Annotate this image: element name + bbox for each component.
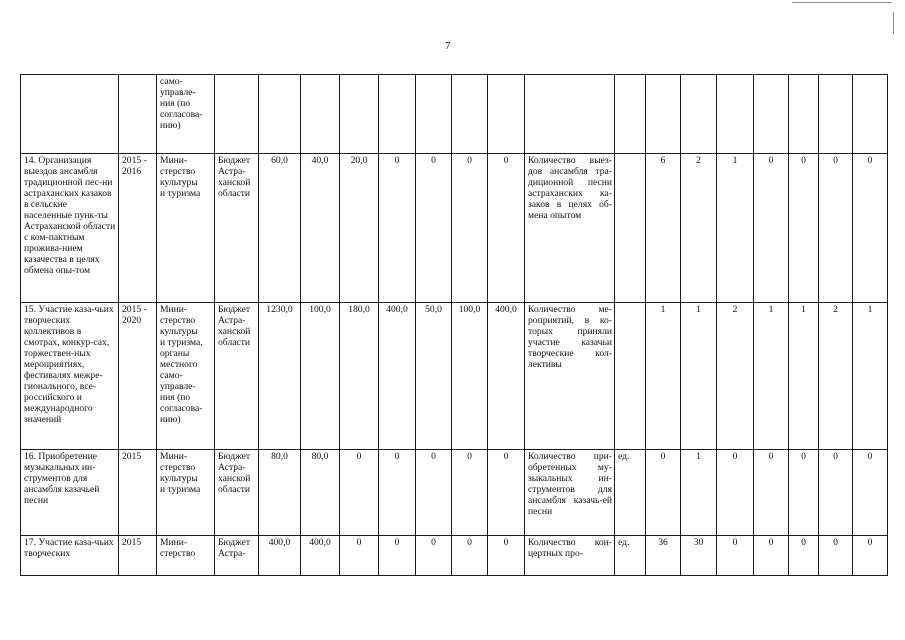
table-cell — [157, 450, 215, 536]
table-cell — [615, 536, 646, 576]
table-cell — [754, 303, 789, 450]
table-cell — [681, 450, 717, 536]
table-row — [21, 450, 888, 536]
table-cell — [646, 303, 681, 450]
table-cell — [452, 303, 488, 450]
table-cell-text: 2015 — [122, 451, 142, 462]
table-cell-text: ед. — [618, 451, 630, 462]
table-cell-text: 0 — [732, 537, 738, 548]
table-cell-text: 0 — [394, 451, 400, 462]
table-cell-text: 1230,0 — [266, 304, 293, 315]
table-cell — [789, 536, 819, 576]
table-cell-text: 0 — [833, 451, 838, 462]
table-cell — [379, 536, 416, 576]
table-cell — [157, 154, 215, 303]
table-cell — [21, 303, 119, 450]
table-cell — [301, 450, 340, 536]
table-cell-text: 400,0 — [268, 537, 291, 548]
table-cell-text: 80,0 — [311, 451, 329, 462]
table-cell — [754, 536, 789, 576]
table-cell — [452, 154, 488, 303]
table-cell — [488, 75, 525, 154]
table-cell — [525, 536, 615, 576]
table-cell — [157, 536, 215, 576]
table-row — [21, 303, 888, 450]
table-cell — [789, 450, 819, 536]
table-cell-text: 0 — [431, 537, 436, 548]
table-cell — [853, 154, 888, 303]
table-cell — [340, 75, 379, 154]
table-cell-text: 0 — [467, 451, 472, 462]
table-cell — [21, 536, 119, 576]
table-cell — [215, 154, 259, 303]
table-cell-text: Количество выез-дов ансамбля тра-диционной песни астраханских ка-заков в целях об-мена опытом — [528, 155, 612, 221]
table-cell — [215, 303, 259, 450]
table-cell — [754, 450, 789, 536]
table-cell — [21, 75, 119, 154]
table-cell — [416, 154, 452, 303]
table-cell — [119, 536, 157, 576]
table-cell — [615, 75, 646, 154]
table-cell — [681, 154, 717, 303]
table-cell — [379, 450, 416, 536]
table-cell-text: 0 — [768, 155, 774, 166]
table-cell — [525, 450, 615, 536]
table-cell — [853, 303, 888, 450]
table-cell — [789, 75, 819, 154]
table-cell — [379, 154, 416, 303]
table-cell-text: 80,0 — [271, 451, 288, 462]
table-cell — [819, 75, 853, 154]
table-cell — [259, 536, 301, 576]
table-cell — [215, 75, 259, 154]
table-cell-text: 1 — [660, 304, 666, 315]
table-cell-text: 1 — [696, 451, 701, 462]
table-cell-text: 2015 - 2016 — [122, 155, 147, 177]
table-cell-text: 0 — [660, 451, 666, 462]
table-cell-text: 2 — [833, 304, 838, 315]
table-cell — [452, 536, 488, 576]
table-cell — [301, 303, 340, 450]
table-cell-text: 0 — [801, 537, 806, 548]
table-cell — [301, 536, 340, 576]
table-cell — [754, 75, 789, 154]
table-cell — [819, 450, 853, 536]
table-cell — [259, 75, 301, 154]
table-cell-text: 0 — [768, 451, 774, 462]
table-cell-text: 400,0 — [386, 304, 408, 315]
table-cell-text: 40,0 — [311, 155, 329, 166]
table-cell — [525, 154, 615, 303]
table-cell — [452, 450, 488, 536]
table-cell — [717, 154, 754, 303]
table-cell-text: Бюджет Астра- ханской области — [218, 155, 251, 199]
table-cell-text: Количество кон-цертных про- — [528, 537, 612, 559]
table-cell — [340, 303, 379, 450]
table-cell — [259, 154, 301, 303]
table-cell-text: 0 — [356, 537, 362, 548]
scan-artifact-top-line — [792, 2, 892, 3]
table-cell — [21, 154, 119, 303]
table-cell — [157, 75, 215, 154]
table-cell-text: 2015 — [122, 537, 142, 548]
table-cell — [21, 450, 119, 536]
table-cell-text: 1 — [867, 304, 873, 315]
table-cell — [215, 536, 259, 576]
table-cell-text: 50,0 — [425, 304, 442, 315]
table-cell — [416, 75, 452, 154]
table-cell-text: 0 — [356, 451, 362, 462]
table-cell-text: 0 — [394, 537, 400, 548]
table-cell-text: 0 — [503, 451, 509, 462]
table-cell — [452, 75, 488, 154]
table-cell-text: Мини- стерство — [160, 537, 196, 559]
table-cell — [681, 536, 717, 576]
table-cell-text: 14. Организация выездов ансамбля традиционной пес-ни астраханских казаков в сельские населенные пунк-ты Астраханской области с ком-пактным прожива-нием казачества в целях обмена опы-том — [24, 155, 116, 276]
table-cell-text: Бюджет Астра- ханской области — [218, 304, 251, 348]
table-cell — [615, 154, 646, 303]
table-cell-text: 2 — [696, 155, 701, 166]
table-row — [21, 536, 888, 576]
table-cell — [119, 303, 157, 450]
page-number: 7 — [445, 40, 451, 52]
table-cell — [119, 75, 157, 154]
table-cell — [789, 154, 819, 303]
table-cell — [488, 154, 525, 303]
table-cell — [416, 536, 452, 576]
table-cell-text: само- управле- ния (по согласова- нию) — [160, 76, 203, 131]
table-cell — [853, 75, 888, 154]
table-cell-text: Мини- стерство культуры и туризма — [160, 451, 201, 495]
table-cell — [789, 303, 819, 450]
table-cell-text: 400,0 — [309, 537, 331, 548]
table-cell-text: 0 — [867, 155, 873, 166]
table-cell — [646, 450, 681, 536]
table-cell — [119, 154, 157, 303]
table-cell-text: 0 — [801, 155, 806, 166]
table-cell-text: 36 — [658, 537, 668, 548]
table-cell — [340, 536, 379, 576]
table-cell-text: 15. Участие каза-чьих творческих коллективов в смотрах, конкур-сах, торжествен-ных мероприятиях, фестивалях межре-гионального, все-российского и международного значений — [24, 304, 114, 425]
table-cell-text: 0 — [503, 537, 509, 548]
table-cell-text: 0 — [867, 537, 873, 548]
table-cell-text: 60,0 — [271, 155, 288, 166]
table-cell — [301, 154, 340, 303]
table-cell — [215, 450, 259, 536]
table-cell-text: 1 — [696, 304, 701, 315]
table-cell — [615, 303, 646, 450]
table-row — [21, 75, 888, 154]
table-cell-text: 0 — [833, 155, 838, 166]
table-cell — [646, 154, 681, 303]
table-cell — [681, 303, 717, 450]
table-cell — [717, 450, 754, 536]
table-cell-text: 0 — [394, 155, 400, 166]
table-cell — [416, 450, 452, 536]
table-cell-text: 0 — [503, 155, 509, 166]
table-cell-text: 16. Приобретение музыкальных ин-струментов для ансамбля казачьей песни — [24, 451, 100, 506]
table-cell-text: 2 — [732, 304, 738, 315]
table-cell-text: 100,0 — [458, 304, 481, 315]
table-cell — [488, 450, 525, 536]
table-cell — [340, 154, 379, 303]
table-cell — [717, 536, 754, 576]
table-cell-text: 2015 - 2020 — [122, 304, 147, 326]
table-cell — [301, 75, 340, 154]
table-cell — [488, 303, 525, 450]
table-cell-text: 0 — [431, 155, 436, 166]
table-cell-text: ед. — [618, 537, 630, 548]
table-cell-text: 1 — [732, 155, 738, 166]
table-cell-text: 17. Участие каза-чьих творческих — [24, 537, 114, 559]
table-cell — [615, 450, 646, 536]
table-cell-text: 400,0 — [495, 304, 517, 315]
table-cell-text: 30 — [693, 537, 704, 548]
program-measures-table — [20, 74, 888, 576]
table-cell — [379, 75, 416, 154]
table-row — [21, 154, 888, 303]
table-cell-text: 6 — [660, 155, 666, 166]
table-cell-text: 180,0 — [348, 304, 370, 315]
table-cell — [754, 154, 789, 303]
table-cell-text: Бюджет Астра- ханской области — [218, 451, 251, 495]
table-cell — [853, 536, 888, 576]
table-cell-text: 0 — [467, 537, 472, 548]
table-cell — [853, 450, 888, 536]
table-cell — [259, 303, 301, 450]
table-cell-text: 0 — [833, 537, 838, 548]
table-cell — [717, 303, 754, 450]
table-cell-text: Количество при-обретенных му-зыкальных ин-струментов для ансамбля казачь-ей песни — [528, 451, 612, 517]
table-cell-text: Мини- стерство культуры и туризма — [160, 155, 201, 199]
table-cell — [416, 303, 452, 450]
table-cell-text: 100,0 — [309, 304, 331, 315]
table-cell — [646, 75, 681, 154]
table-cell-text: Количество ме-роприятий, в ко-торых приняли участие казачьи творческие кол-лективы — [528, 304, 612, 370]
table-cell-text: 0 — [467, 155, 472, 166]
table-cell-text: Мини- стерство культуры и туризма, органы местного само- управле- ния (по согласова- нию) — [160, 304, 203, 425]
table-cell — [717, 75, 754, 154]
table-cell — [259, 450, 301, 536]
table-cell — [379, 303, 416, 450]
table-cell — [646, 536, 681, 576]
table-cell-text: 0 — [801, 451, 806, 462]
table-cell — [819, 536, 853, 576]
table-cell-text: 0 — [431, 451, 436, 462]
table-cell-text: 20,0 — [350, 155, 368, 166]
table-cell-text: 0 — [732, 451, 738, 462]
table-cell-text: 0 — [867, 451, 873, 462]
table-cell-text: 1 — [801, 304, 806, 315]
table-cell — [488, 536, 525, 576]
table-cell — [340, 450, 379, 536]
table-cell — [525, 75, 615, 154]
table-cell — [119, 450, 157, 536]
scan-artifact-right-mark — [893, 12, 894, 34]
table-cell — [681, 75, 717, 154]
table-cell-text: 0 — [768, 537, 774, 548]
table-cell — [819, 303, 853, 450]
table-cell-text: 1 — [768, 304, 774, 315]
table-cell — [525, 303, 615, 450]
table-cell-text: Бюджет Астра- — [218, 537, 251, 559]
table-cell — [157, 303, 215, 450]
table-cell — [819, 154, 853, 303]
